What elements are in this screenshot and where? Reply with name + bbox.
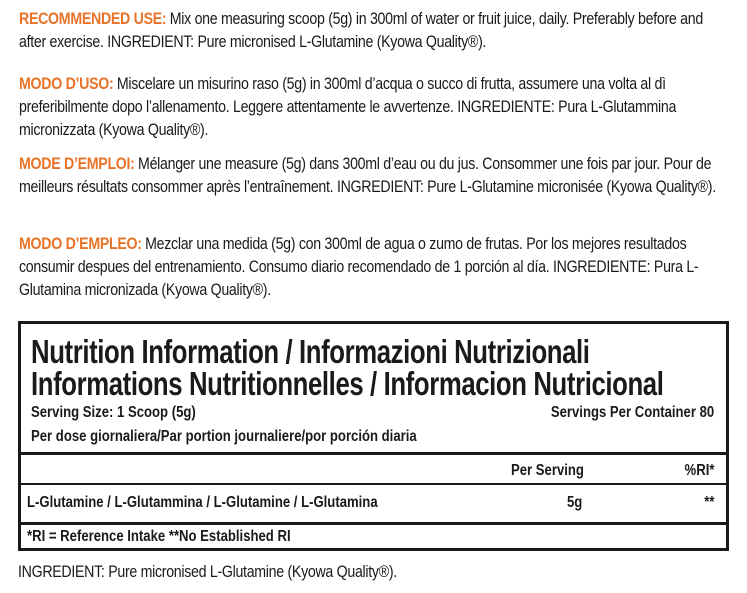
ingredient-footer: INGREDIENT: Pure micronised L-Glutamine (Kyowa Quality®). xyxy=(18,563,397,581)
reference-intake-footnote: *RI = Reference Intake **No Established RI xyxy=(27,528,291,545)
usage-label-en: RECOMMENDED USE: xyxy=(19,10,167,28)
servings-per-container: Servings Per Container 80 xyxy=(550,404,714,421)
nutrition-title-line2: Informations Nutritionnelles / Informacion Nutricional xyxy=(31,365,664,402)
column-header-per-serving: Per Serving xyxy=(511,462,584,479)
nutrient-amount: 5g xyxy=(567,494,583,511)
usage-text-fr: Mélanger une measure (5g) dans 300ml d’eau ou du jus. Consommer une fois par jour. Pour de meilleurs résultats consommer après l’entraînement. INGREDIENT: Pure L-Glutamine micronisée (Kyowa Quality®). xyxy=(19,155,716,196)
column-header-pct-ri: %RI* xyxy=(684,462,714,479)
usage-section-it xyxy=(19,73,731,142)
usage-text-en: Mix one measuring scoop (5g) in 300ml of water or fruit juice, daily. Preferably before and after exercise. INGREDIENT: Pure micronised L-Glutamine (Kyowa Quality®). xyxy=(19,10,703,51)
usage-label-fr: MODE D’EMPLOI: xyxy=(19,155,135,173)
usage-section-es xyxy=(19,233,731,302)
usage-section-fr xyxy=(19,153,731,199)
serving-size: Serving Size: 1 Scoop (5g) xyxy=(31,404,196,421)
per-dose-note: Per dose giornaliera/Par portion journaliere/por porción diaria xyxy=(31,428,417,445)
usage-section-en xyxy=(19,8,731,54)
divider-thin xyxy=(21,483,726,485)
nutrient-ri: ** xyxy=(703,494,714,511)
nutrition-facts-panel xyxy=(18,321,729,551)
nutrition-title-line1: Nutrition Information / Informazioni Nutrizionali xyxy=(31,333,590,370)
nutrient-name: L-Glutamine / L-Glutammina / L-Glutamine / L-Glutamina xyxy=(27,494,378,511)
divider-thick xyxy=(21,522,726,525)
usage-label-es: MODO D’EMPLEO: xyxy=(19,235,142,253)
usage-label-it: MODO D’USO: xyxy=(19,75,114,93)
divider-thick xyxy=(21,452,726,455)
usage-text-es: Mezclar una medida (5g) con 300ml de agua o zumo de frutas. Por los mejores resultados consumir despues del entrenamiento. Consumo diario recomendado de 1 porción al día. INGREDIENTE: Pura L-Glutamina micronizada (Kyowa Quality®). xyxy=(19,235,699,299)
usage-text-it: Miscelare un misurino raso (5g) in 300ml d’acqua o succo di frutta, assumere una volta al dì preferibilmente dopo l’allenamento. Leggere attentamente le avvertenze. INGREDIENTE: Pura L-Glutammina micronizzata (Kyowa Quality®). xyxy=(19,75,677,139)
